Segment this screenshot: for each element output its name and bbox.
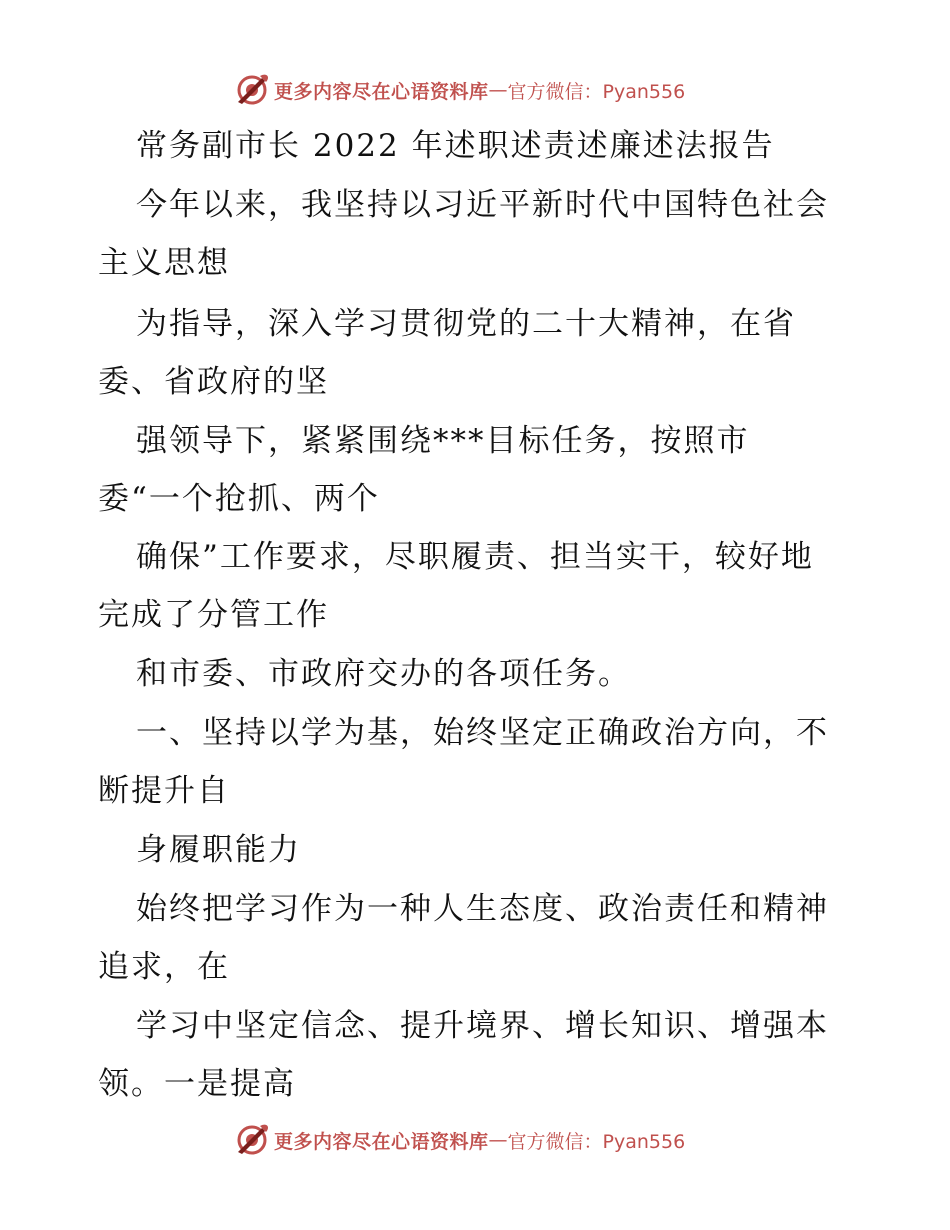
banner-separator: — (488, 79, 508, 101)
paragraph-line: 为指导，深入学习贯彻党的二十大精神，在省 (136, 306, 796, 342)
section-heading-line: 一、坚持以学为基，始终坚定正确政治方向，不 (136, 715, 829, 751)
paragraph-line: 和市委、市政府交办的各项任务。 (136, 656, 631, 692)
banner-wechat: 官方微信：Pyan556 (507, 1130, 686, 1153)
paragraph-line: 委、省政府的坚 (98, 364, 329, 400)
paragraph-line: 追求，在 (98, 949, 230, 985)
document-title: 常务副市长 2022 年述职述责述廉述法报告 (136, 128, 775, 164)
paragraph-line: 委“一个抢抓、两个 (98, 481, 380, 517)
footer-banner (232, 1120, 685, 1160)
section-heading-line: 身履职能力 (136, 832, 301, 868)
paragraph-line: 主义思想 (98, 245, 230, 281)
paragraph-line: 始终把学习作为一种人生态度、政治责任和精神 (136, 891, 829, 927)
header-banner (232, 70, 685, 110)
paragraph-line: 学习中坚定信念、提升境界、增长知识、增强本 (136, 1008, 829, 1044)
paragraph-line: 强领导下，紧紧围绕***目标任务，按照市 (136, 423, 750, 459)
banner-separator: — (488, 1129, 508, 1151)
feather-seal-logo-icon (232, 70, 272, 110)
paragraph-line: 今年以来，我坚持以习近平新时代中国特色社会 (136, 187, 829, 223)
banner-wechat: 官方微信：Pyan556 (507, 80, 686, 103)
paragraph-line: 完成了分管工作 (98, 597, 329, 633)
feather-seal-logo-icon (232, 1120, 272, 1160)
paragraph-line: 领。一是提高 (98, 1066, 296, 1102)
banner-text: 更多内容尽在心语资料库 (274, 80, 489, 103)
paragraph-line: 确保”工作要求，尽职履责、担当实干，较好地 (136, 539, 814, 575)
section-heading-line: 断提升自 (98, 773, 230, 809)
banner-text: 更多内容尽在心语资料库 (274, 1130, 489, 1153)
